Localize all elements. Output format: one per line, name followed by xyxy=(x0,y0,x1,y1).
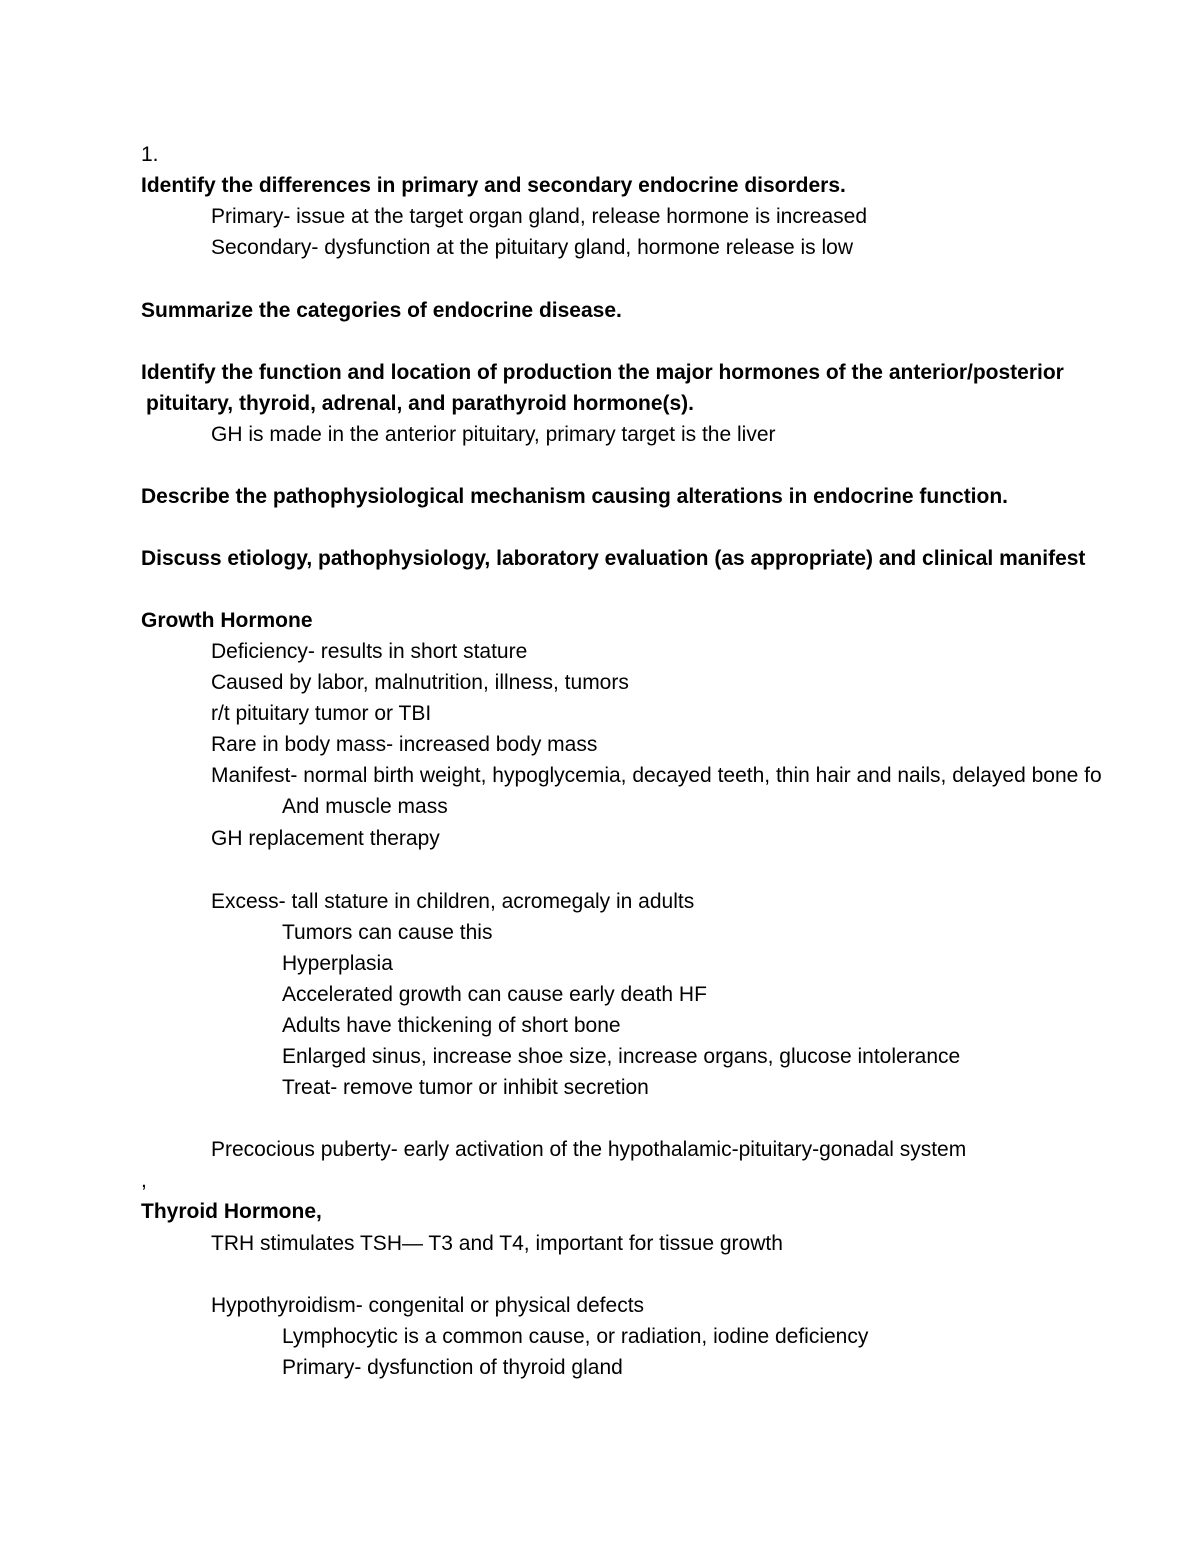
text-line: Secondary- dysfunction at the pituitary gland, hormone release is low xyxy=(211,236,854,259)
text-line: GH replacement therapy xyxy=(211,827,440,850)
heading-etiology: Discuss etiology, pathophysiology, laboratory evaluation (as appropriate) and clinical manifest xyxy=(141,547,1086,570)
text-line: Excess- tall stature in children, acromegaly in adults xyxy=(211,890,695,913)
text-line: Precocious puberty- early activation of the hypothalamic-pituitary-gonadal system xyxy=(211,1138,967,1161)
text-line: Caused by labor, malnutrition, illness, tumors xyxy=(211,671,629,694)
text-line: Accelerated growth can cause early death HF xyxy=(282,983,707,1006)
text-line: Rare in body mass- increased body mass xyxy=(211,733,598,756)
stray-comma: , xyxy=(141,1169,147,1192)
text-line: Primary- issue at the target organ gland, release hormone is increased xyxy=(211,205,868,228)
heading-hormone-function-cont: pituitary, thyroid, adrenal, and parathyroid hormone(s). xyxy=(146,392,695,415)
text-line: r/t pituitary tumor or TBI xyxy=(211,702,432,725)
heading-primary-secondary: Identify the differences in primary and secondary endocrine disorders. xyxy=(141,174,846,197)
heading-thyroid-hormone: Thyroid Hormone, xyxy=(141,1200,322,1223)
text-line: TRH stimulates TSH— T3 and T4, important for tissue growth xyxy=(211,1232,783,1255)
heading-pathophysiology: Describe the pathophysiological mechanism causing alterations in endocrine function. xyxy=(141,485,1009,508)
text-line: And muscle mass xyxy=(282,795,448,818)
text-line: Deficiency- results in short stature xyxy=(211,640,528,663)
text-line: Enlarged sinus, increase shoe size, increase organs, glucose intolerance xyxy=(282,1045,961,1068)
text-line: Hyperplasia xyxy=(282,952,393,975)
text-line: Hypothyroidism- congenital or physical defects xyxy=(211,1294,645,1317)
heading-growth-hormone: Growth Hormone xyxy=(141,609,313,632)
heading-hormone-function: Identify the function and location of production the major hormones of the anterior/posterior xyxy=(141,361,1064,384)
text-line: Treat- remove tumor or inhibit secretion xyxy=(282,1076,649,1099)
text-line: Manifest- normal birth weight, hypoglycemia, decayed teeth, thin hair and nails, delayed bone fo xyxy=(211,764,1102,787)
text-line: Adults have thickening of short bone xyxy=(282,1014,621,1037)
text-line: GH is made in the anterior pituitary, primary target is the liver xyxy=(211,423,776,446)
item-number: 1. xyxy=(141,143,159,166)
text-line: Primary- dysfunction of thyroid gland xyxy=(282,1356,623,1379)
text-line: Tumors can cause this xyxy=(282,921,493,944)
heading-categories: Summarize the categories of endocrine disease. xyxy=(141,299,622,322)
text-line: Lymphocytic is a common cause, or radiation, iodine deficiency xyxy=(282,1325,869,1348)
